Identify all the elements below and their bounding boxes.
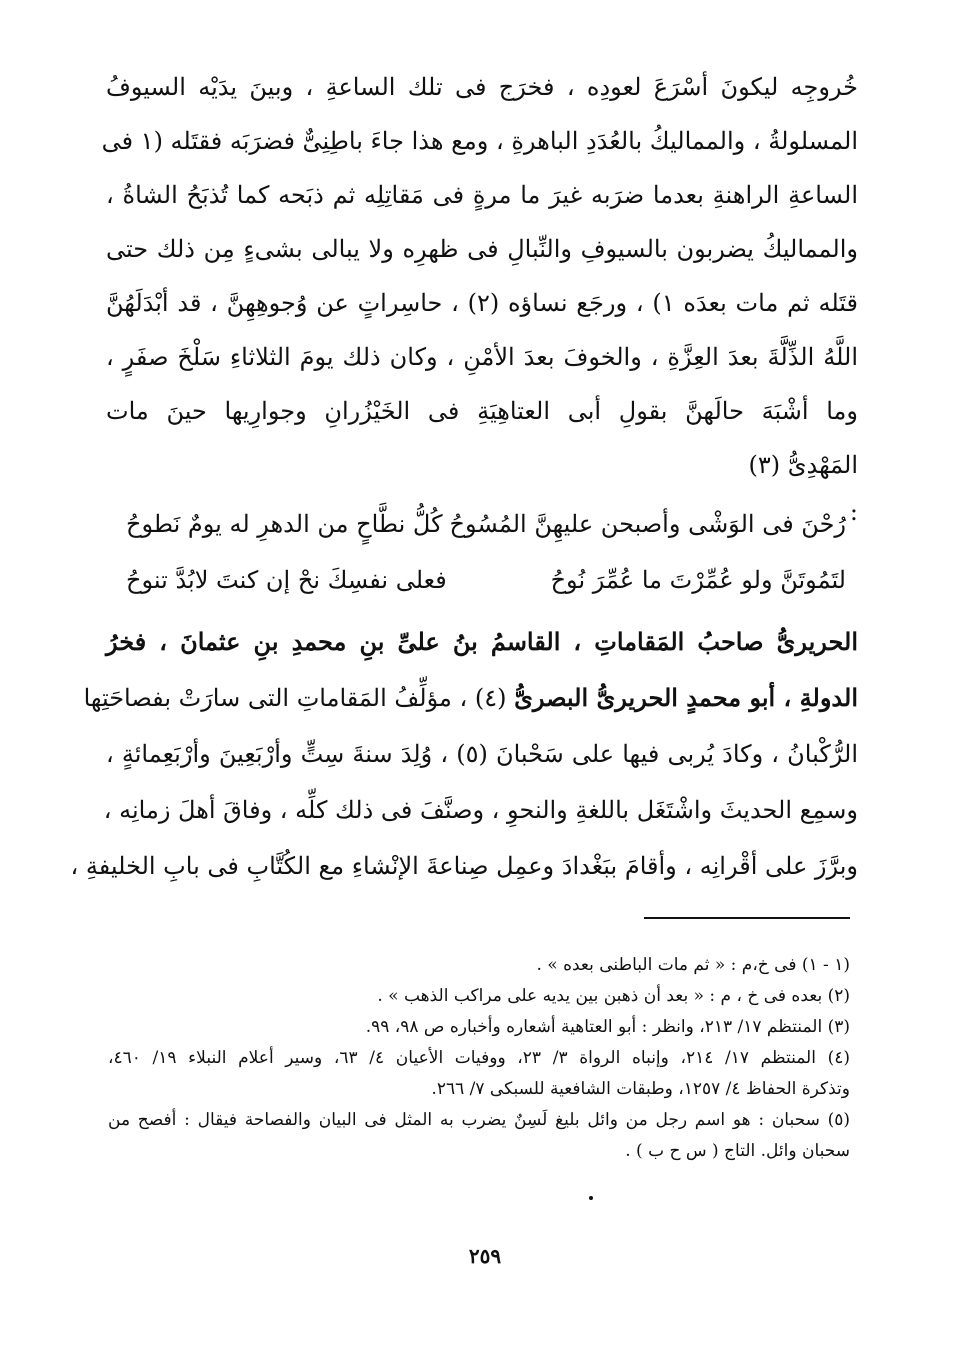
verse-first-hemistich: رُحْنَ فى الوَشْى وأصبحن عليهِنَّ المُسُوحُ (449, 510, 846, 538)
footnote: (٤) المنتظم ١٧/ ٢١٤، وإنباه الرواة ٣/ ٢٣، ووفيات الأعيان ٤/ ٦٣، وسير أعلام النبلاء ١٩/ ٤٦٠، (108, 1048, 850, 1068)
verse-second-hemistich: كُلُّ نطَّاحٍ من الدهرِ له يومٌ نَطوحُ (126, 510, 443, 538)
text-line: والمماليكُ يضربون بالسيوفِ والنِّبالِ فى ظهرِه ولا يبالى بشىءٍ مِن ذلك حتى (106, 235, 859, 263)
text-line: وسمِع الحديثَ واشْتَغَل باللغةِ والنحوِ ، وصنَّفَ فى ذلك كلِّه ، وفاقَ أهلَ زمانِه ، (103, 796, 858, 824)
footnote: وتذكرة الحفاظ ٤/ ١٢٥٧، وطبقات الشافعية للسبكى ٧/ ٢٦٦. (431, 1079, 850, 1099)
verse-first-hemistich: لتَمُوتَنَّ ولو عُمِّرْتَ ما عُمِّرَ نُوحُ (550, 566, 846, 594)
text-line: المسلولةُ ، والمماليكُ بالعُدَدِ الباهرةِ ، ومع هذا جاءَ باطِنِىٌّ فضرَبَه فقتَله (١ فى (101, 127, 858, 155)
footnote: سحبان وائل. التاج ( س ح ب ) . (625, 1141, 850, 1161)
footnote: (٣) المنتظم ١٧/ ٢١٣، وانظر : أبو العتاهية أشعاره وأخباره ص ٩٨، ٩٩. (365, 1017, 850, 1037)
ink-dot (589, 1196, 593, 1200)
footnote: (٢) بعده فى خ ، م : « بعد أن ذهبن بين يديه على مراكب الذهب » . (377, 986, 850, 1006)
biography-heading-name: الدولةِ ، أبو محمدٍ الحريرىُّ البصرىُّ (514, 683, 858, 712)
text-line: الرُّكْبانُ ، وكادَ يُربى فيها على سَحْبانَ (٥) ، وُلِدَ سنةَ سِتٍّ وأرْبَعِينَ وأرْبَعِمائةٍ ، (106, 740, 858, 768)
footnotes (108, 950, 850, 1167)
poem-verse (126, 552, 846, 608)
footnote: (١ - ١) فى خ،م : « ثم مات الباطنى بعده » . (536, 955, 850, 975)
footnote: (٥) سحبان : هو اسم رجل من وائل بليغ لَسِنٌ يضرب به المثل فى البيان والفصاحة فيقال : أفصح من (108, 1110, 850, 1130)
footnote-separator (644, 917, 850, 919)
biography-text: (٤) ، مؤلِّفُ المَقاماتِ التى سارَتْ بفصاحَتِها (83, 684, 515, 712)
verse-second-hemistich: فعلى نفسِكَ نحْ إن كنتَ لابُدَّ تنوحُ (126, 566, 447, 594)
text-line: خُروجِه ليكونَ أسْرَعَ لعودِه ، فخرَج فى تلك الساعةِ ، وبينَ يدَيْه السيوفُ (106, 73, 858, 101)
text-line: وما أشْبَهَ حالَهنَّ بقولِ أبى العتاهِيَةِ فى الخَيْزُرانِ وجوارِيها حينَ مات (106, 397, 858, 425)
text-line: قتَله ثم مات بعدَه ١) ، ورجَع نساؤه (٢) ، حاسِراتٍ عن وُجوهِهِنَّ ، قد أبْدَلَهُنَّ (106, 289, 859, 317)
main-text (101, 60, 859, 538)
biography-entry (70, 614, 858, 894)
biography-heading-line (83, 670, 858, 726)
poem-verse (126, 496, 846, 552)
text-line: المَهْدِىُّ (٣) (748, 451, 858, 479)
text-line: الساعةِ الراهنةِ بعدما ضرَبه غيرَ ما مرةٍ فى مَقاتِلِه ثم ذبَحه كما تُذبَحُ الشاةُ ، (106, 181, 858, 209)
poem (126, 496, 846, 608)
text-line: وبرَّزَ على أقْرانِه ، وأقامَ ببَغْدادَ وعمِل صِناعةَ الإنْشاءِ مع الكُتَّابِ فى بابِ الخليفةِ ، (70, 852, 858, 880)
page-number: ٢٥٩ (468, 1244, 502, 1268)
colon-mark: : (849, 498, 858, 526)
text-line: اللَّهُ الذِّلَّةَ بعدَ العِزَّةِ ، والخوفَ بعدَ الأمْنِ ، وكان ذلك يومَ الثلاثاءِ سَلْخَ صفَرٍ ، (106, 343, 859, 371)
biography-heading: الحريرىُّ صاحبُ المَقاماتِ ، القاسمُ بنُ علىِّ بنِ محمدِ بنِ عثمانَ ، فخرُ (106, 627, 858, 656)
